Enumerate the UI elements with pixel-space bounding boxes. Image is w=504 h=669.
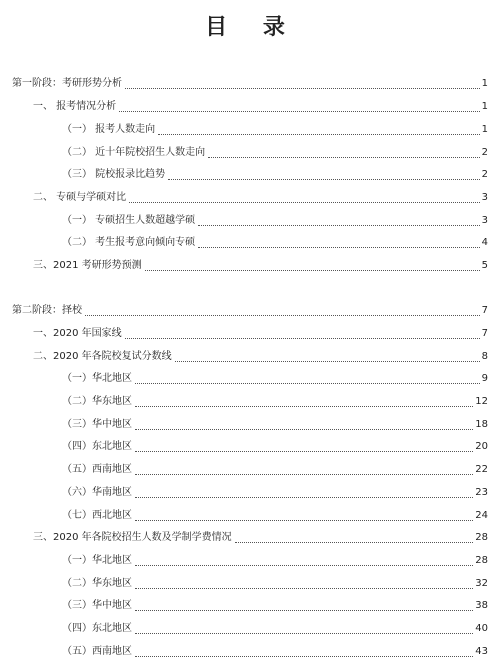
toc-leader-dots [135, 653, 473, 657]
toc-leader-dots [135, 494, 473, 498]
toc-entry-label: （一） 专硕招生人数超越学硕 [62, 215, 196, 226]
toc-entry[interactable] [62, 599, 488, 613]
toc-leader-dots [135, 380, 480, 384]
toc-entry-label: 三、2021 考研形势预测 [33, 260, 142, 271]
toc-entry-label: （五）西南地区 [62, 646, 132, 657]
toc-leader-dots [145, 267, 480, 271]
toc-entry[interactable] [62, 395, 488, 409]
toc-entry[interactable] [33, 100, 488, 114]
toc-leader-dots [158, 131, 479, 135]
toc-page-number: 28 [475, 555, 488, 566]
toc-leader-dots [85, 312, 480, 316]
toc-entry-label: （五）西南地区 [62, 464, 132, 475]
toc-leader-dots [135, 517, 473, 521]
toc-page-number: 7 [481, 305, 488, 316]
toc-entry[interactable] [62, 146, 488, 160]
toc-entry[interactable] [62, 372, 488, 386]
toc-entry[interactable] [62, 509, 488, 523]
page-title: 目 录 [205, 15, 299, 40]
toc-leader-dots [135, 403, 473, 407]
toc-entry-label: （三） 院校报录比趋势 [62, 169, 166, 180]
toc-page-number: 12 [475, 396, 488, 407]
toc-entry[interactable] [62, 577, 488, 591]
toc-entry[interactable] [33, 327, 488, 341]
toc-entry[interactable] [62, 554, 488, 568]
toc-page-number: 7 [481, 328, 488, 339]
toc-page-number: 1 [481, 78, 488, 89]
toc-entry-label: （六）华南地区 [62, 487, 132, 498]
toc-entry-label: （四）东北地区 [62, 623, 132, 634]
toc-entry-label: （一）华北地区 [62, 373, 132, 384]
toc-entry[interactable] [12, 77, 488, 91]
toc-leader-dots [135, 630, 473, 634]
toc-leader-dots [135, 471, 473, 475]
toc-entry[interactable] [62, 123, 488, 137]
toc-entry-label: 第二阶段：择校 [12, 305, 82, 316]
toc-leader-dots [198, 222, 479, 226]
toc-page-number: 18 [475, 419, 488, 430]
toc-leader-dots [208, 154, 479, 158]
toc-entry-label: 三、2020 年各院校招生人数及学制学费情况 [33, 532, 232, 543]
toc-entry-label: 一、2020 年国家线 [33, 328, 122, 339]
toc-entry-label: （二） 考生报考意向倾向专硕 [62, 237, 196, 248]
toc-entry[interactable] [33, 259, 488, 273]
toc-page-number: 4 [481, 237, 488, 248]
toc-entry-label: （二） 近十年院校招生人数走向 [62, 147, 206, 158]
toc-leader-dots [198, 244, 479, 248]
toc-entry[interactable] [62, 418, 488, 432]
toc-page-number: 1 [481, 101, 488, 112]
toc-leader-dots [135, 448, 473, 452]
toc-leader-dots [168, 176, 479, 180]
toc-leader-dots [125, 85, 480, 89]
toc-page-number: 1 [481, 124, 488, 135]
toc-page-number: 38 [475, 600, 488, 611]
toc-leader-dots [135, 585, 473, 589]
toc-page-number: 40 [475, 623, 488, 634]
toc-page-number: 2 [481, 169, 488, 180]
toc-entry-label: （四）东北地区 [62, 441, 132, 452]
toc-entry[interactable] [33, 531, 488, 545]
toc-entry-label: 二、 专硕与学硕对比 [33, 192, 127, 203]
toc-page-number: 9 [481, 373, 488, 384]
toc-entry-label: 第一阶段：考研形势分析 [12, 78, 122, 89]
toc-entry[interactable] [33, 191, 488, 205]
toc-entry-label: 一、 报考情况分析 [33, 101, 117, 112]
toc-page-number: 8 [481, 351, 488, 362]
toc-page-number: 28 [475, 532, 488, 543]
toc-page-number: 43 [475, 646, 488, 657]
toc-entry-label: （一） 报考人数走向 [62, 124, 156, 135]
toc-page-number: 3 [481, 215, 488, 226]
toc-page-number: 23 [475, 487, 488, 498]
toc-leader-dots [125, 335, 480, 339]
toc-entry[interactable] [62, 214, 488, 228]
toc-entry-label: （三）华中地区 [62, 600, 132, 611]
toc-leader-dots [135, 426, 473, 430]
toc-leader-dots [129, 199, 479, 203]
toc-page-number: 22 [475, 464, 488, 475]
toc-entry-label: 二、2020 年各院校复试分数线 [33, 351, 172, 362]
toc-leader-dots [235, 539, 474, 543]
toc-entry-label: （二）华东地区 [62, 578, 132, 589]
toc-entry[interactable] [62, 168, 488, 182]
toc-entry-label: （七）西北地区 [62, 510, 132, 521]
toc-page-number: 20 [475, 441, 488, 452]
toc-leader-dots [135, 607, 473, 611]
toc-page-number: 3 [481, 192, 488, 203]
toc-entry[interactable] [33, 350, 488, 364]
toc-page-number: 32 [475, 578, 488, 589]
toc-page-number: 5 [481, 260, 488, 271]
toc-entry[interactable] [12, 304, 488, 318]
toc-entry[interactable] [62, 440, 488, 454]
toc-entry-label: （三）华中地区 [62, 419, 132, 430]
toc-entry[interactable] [62, 463, 488, 477]
toc-entry-label: （二）华东地区 [62, 396, 132, 407]
toc-page-number: 2 [481, 147, 488, 158]
toc-entry[interactable] [62, 236, 488, 250]
toc-entry-label: （一）华北地区 [62, 555, 132, 566]
toc-entry[interactable] [62, 645, 488, 659]
toc-leader-dots [175, 358, 480, 362]
toc-leader-dots [135, 562, 473, 566]
toc-page-number: 24 [475, 510, 488, 521]
toc-leader-dots [119, 108, 479, 112]
toc-entry[interactable] [62, 486, 488, 500]
toc-entry[interactable] [62, 622, 488, 636]
